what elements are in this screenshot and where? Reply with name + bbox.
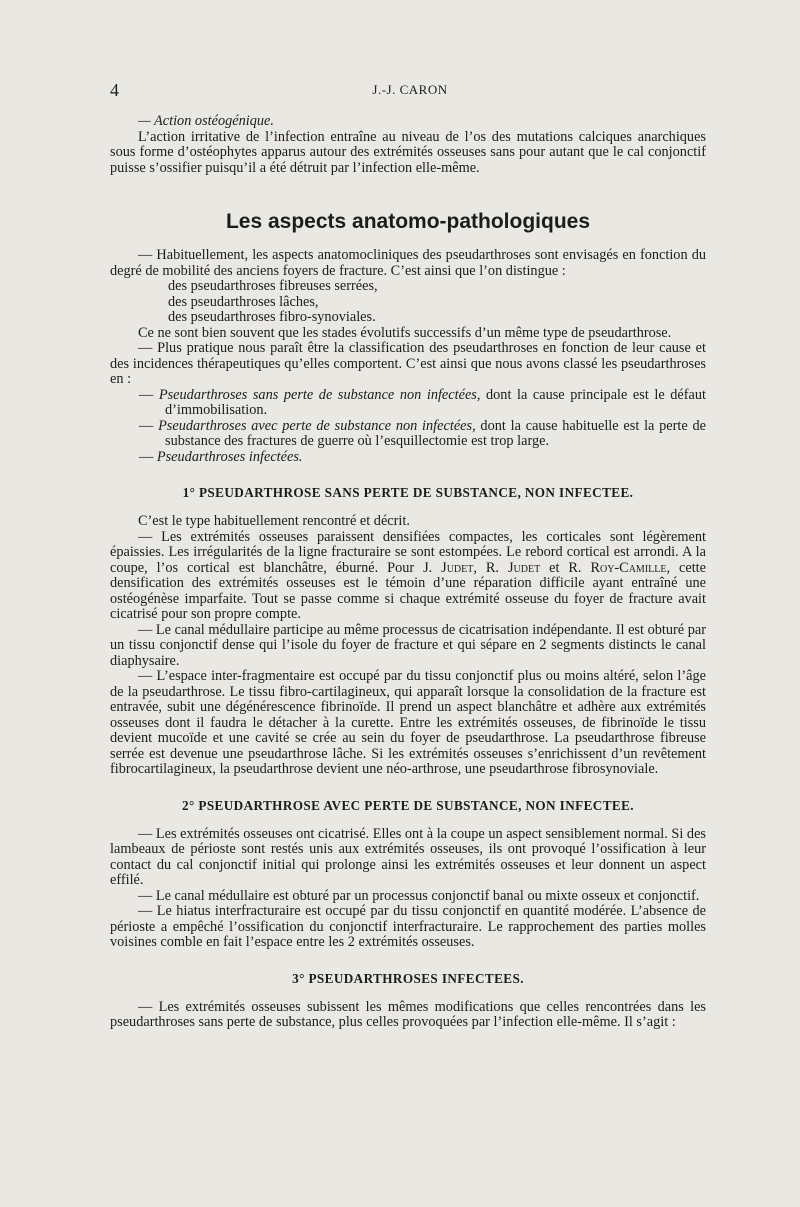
- paragraph: — Le canal médullaire est obturé par un processus conjonctif banal ou mixte osseux et conjonctif.: [138, 887, 700, 904]
- paragraph: — Les extrémités osseuses paraissent densifiées compactes, les corticales sont légèrement épaissies. Les irrégularités de la ligne fracturaire se sont estompées. Le rebord cortical est arrondi. A la coupe, l’os cortical est blanchâtre, éburné. Pour J. Judet, R. Judet et R. Roy-Camille, cette densification des extrémités osseuses est le témoin d’une réparation difficile ayant entraîné une ostéogénèse imparfaite. Tout se passe comme si chaque extrémité osseuse du foyer de fracture avait cicatrisé pour son propre compte.: [110, 528, 706, 622]
- page-body: [110, 114, 706, 1031]
- paragraph: — L’espace inter-fragmentaire est occupé par du tissu conjonctif plus ou moins altéré, selon l’âge de la pseudarthrose. Le tissu fibro-cartilagineux, qui apparaît lorsque la consolidation de la fracture est entravée, subit une dégénérescence fibrinoïde. Il prend un aspect blanchâtre et adhère aux extrémités osseuses dont il faudra le détacher à la curette. Entre les extrémités osseuses, de fibrinoïde le tissu devient mucoïde et une cavité se crée au sein du foyer de pseudarthrose. La pseudarthrose fibreuse serrée est devenue une pseudarthrose lâche. Si les extrémités osseuses s’enrichissent d’un revêtement fibrocartilagineux, la pseudarthrose devient une néo-arthrose, une pseudarthrose fibrosynoviale.: [110, 668, 706, 777]
- classification-item: — Pseudarthroses sans perte de substance non infectées, dont la cause principale est le défaut d’immobilisation.: [139, 386, 706, 418]
- paragraph: — Le hiatus interfracturaire est occupé par du tissu conjonctif en quantité modérée. L’absence de périoste a empêché l’ossification du conjonctif interfracturaire. Le rapprochement des parties molles voisines comble en fait l’espace entre les 2 extrémités osseuses.: [110, 903, 706, 950]
- classification-item: — Pseudarthroses avec perte de substance non infectées, dont la cause habituelle est la perte de substance des fractures de guerre où l’esquillectomie est trop large.: [139, 417, 707, 449]
- page-number: 4: [110, 80, 119, 100]
- list-item: des pseudarthroses fibreuses serrées,: [168, 278, 378, 294]
- subsection-heading-3: 3° PSEUDARTHROSES INFECTEES.: [292, 970, 524, 986]
- intro-paragraph: L’action irritative de l’infection entraîne au niveau de l’os des mutations calciques anarchiques sous forme d’ostéophytes apparus autour des extrémités osseuses sans pour autant que le cal conjonctif puisse s’ossifier puisqu’il a été détruit par l’infection elle-même.: [110, 128, 706, 176]
- paragraph: — Plus pratique nous paraît être la classification des pseudarthroses en fonction de leur cause et des incidences thérapeutiques qu’elles comportent. C’est ainsi que nous avons classé les pseudarthroses en :: [110, 340, 706, 387]
- list-item: des pseudarthroses fibro-synoviales.: [168, 309, 376, 325]
- paragraph: — Les extrémités osseuses subissent les mêmes modifications que celles rencontrées dans les pseudarthroses sans perte de substance, plus celles provoquées par l’infection elle-même. Il s’agit :: [110, 998, 706, 1030]
- paragraph: — Habituellement, les aspects anatomocliniques des pseudarthroses sont envisagés en fonction du degré de mobilité des anciens foyers de fracture. C’est ainsi que l’on distingue :: [110, 247, 706, 279]
- page-header: [110, 80, 710, 102]
- paragraph: C’est le type habituellement rencontré et décrit.: [138, 513, 410, 529]
- classification-item: — Pseudarthroses infectées.: [139, 448, 303, 465]
- paragraph: Ce ne sont bien souvent que les stades évolutifs successifs d’un même type de pseudarthrose.: [138, 324, 672, 341]
- paragraph: — Les extrémités osseuses ont cicatrisé. Elles ont à la coupe un aspect sensiblement normal. Si des lambeaux de périoste sont restés unis aux extrémités osseuses, ils ont provoqué l’ossification à leur contact du cal conjonctif initial qui prolonge ainsi les extrémités osseuses et leur donnent un aspect effilé.: [110, 825, 706, 888]
- paragraph: — Le canal médullaire participe au même processus de cicatrisation indépendante. Il est obturé par un tissu conjonctif dense qui l’isole du foyer de fracture et qui sépare en 2 segments distincts le canal diaphysaire.: [110, 621, 706, 669]
- section-title: Les aspects anatomo-pathologiques: [225, 210, 591, 233]
- intro-item: — Action ostéogénique.: [138, 113, 274, 129]
- list-item: des pseudarthroses lâches,: [168, 293, 319, 310]
- running-head: J.-J. CARON: [372, 82, 448, 97]
- subsection-heading-2: 2° PSEUDARTHROSE AVEC PERTE DE SUBSTANCE, NON INFECTEE.: [182, 797, 634, 813]
- subsection-heading-1: 1° PSEUDARTHROSE SANS PERTE DE SUBSTANCE, NON INFECTEE.: [182, 485, 634, 500]
